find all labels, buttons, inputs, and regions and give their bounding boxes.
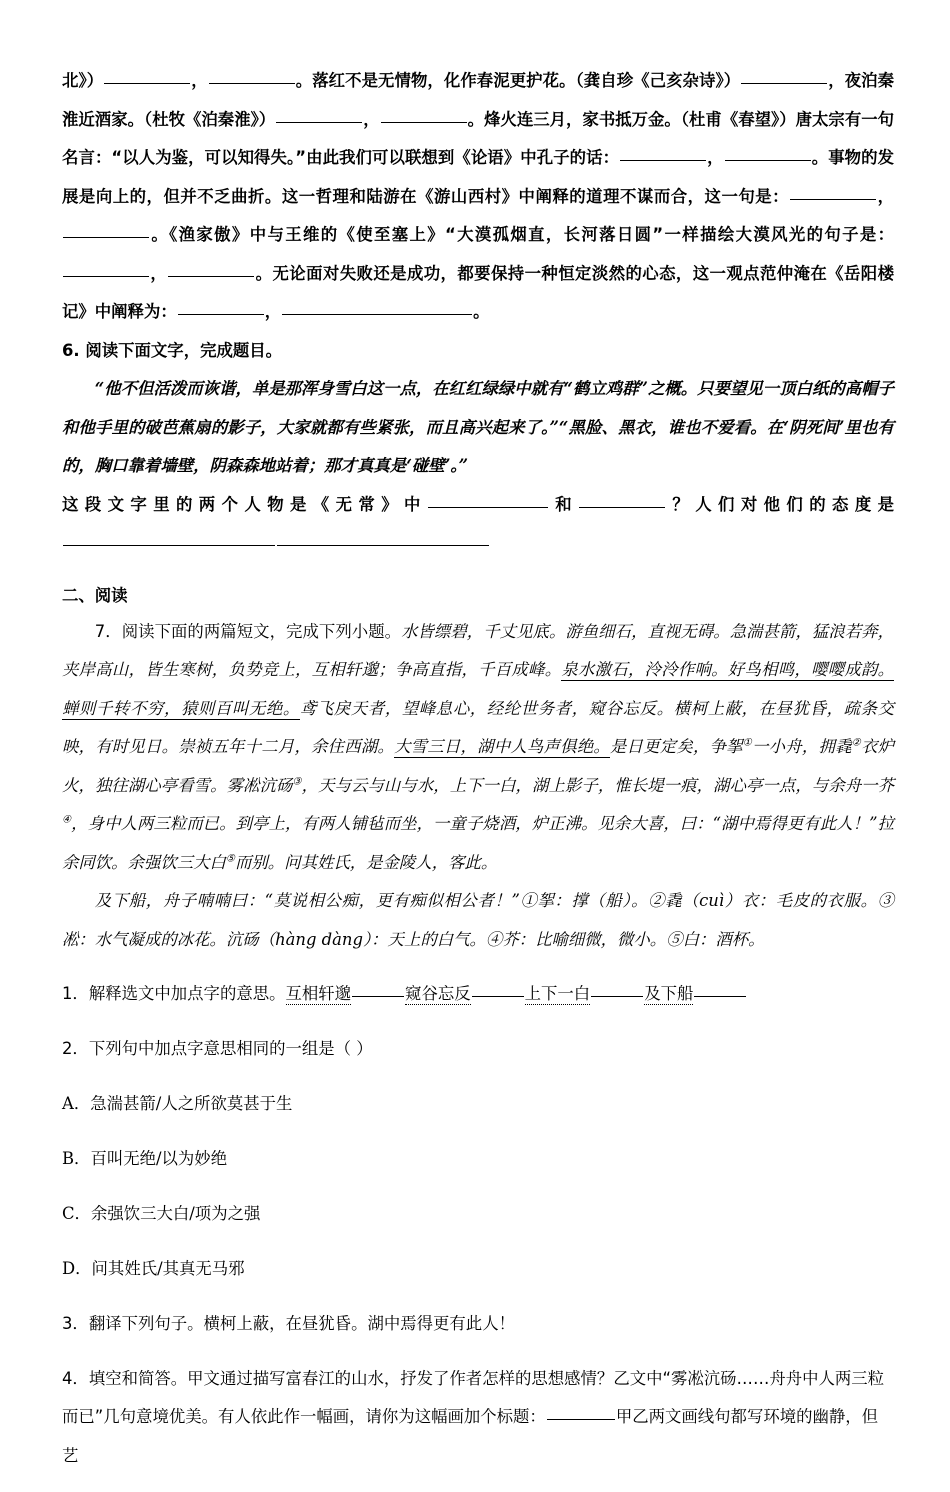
- answer-blank[interactable]: [104, 67, 190, 84]
- answer-blank[interactable]: [63, 260, 149, 277]
- jia-text-part1: 水皆缥碧，千丈见底。游鱼细石，直视无碍。急湍甚箭，猛浪若奔，夹岸高山，皆生寒树，负势竞上，互相轩邈；争高直指，千百成峰。: [62, 621, 894, 679]
- comma-5: ，: [150, 263, 168, 283]
- page-content: [62, 62, 894, 1492]
- poetry-frag-3: ，夜泊秦淮近酒家。（杜牧《泊秦淮》）: [62, 71, 894, 129]
- jia-underlined-sentence: 泉水激石，泠泠作响。好鸟相鸣，嘤嘤成韵。蝉则千转不穷，猿则百叫无绝。: [62, 660, 895, 718]
- sub1-item-2: 窥谷忘反: [405, 984, 471, 1004]
- subquestion-1-text: 解释选文中加点字的意思。: [88, 984, 286, 1004]
- answer-blank[interactable]: [168, 260, 254, 277]
- question-6-stem-text: 阅读下面文字，完成题目。: [85, 340, 283, 360]
- subquestion-2-number: 2．: [62, 1039, 89, 1059]
- subquestion-1: [62, 975, 894, 1014]
- comma-4: ，: [877, 186, 895, 206]
- footnote-marker-3: ③: [292, 776, 302, 788]
- option-d-label: D．: [62, 1258, 92, 1278]
- subquestion-4: [62, 1360, 894, 1476]
- answer-blank[interactable]: [694, 981, 746, 998]
- poetry-frag-5: 。事物的发展是向上的，但并不乏曲折。这一哲理和陆游在《游山西村》中阐释的道理不谋而合，这一句是：: [62, 148, 895, 206]
- yi-text-part1: 崇祯五年十二月，余住西湖。: [178, 737, 395, 756]
- answer-blank[interactable]: [725, 144, 811, 161]
- subquestion-4-number: 4．: [62, 1368, 89, 1388]
- subquestion-4-text-b: 甲乙两文画线句都写环境的幽静，但艺: [62, 1407, 879, 1465]
- option-c-label: C．: [62, 1203, 91, 1223]
- answer-blank[interactable]: [276, 106, 362, 123]
- question-6-number: 6.: [62, 340, 80, 360]
- answer-blank[interactable]: [282, 298, 472, 315]
- yi-text-2a: 是日更定矣，争挐: [609, 737, 743, 756]
- subquestion-1-number: 1．: [62, 984, 89, 1004]
- question-6-stem: [62, 332, 894, 371]
- question-7-body: [62, 613, 894, 883]
- option-a[interactable]: [62, 1085, 894, 1124]
- option-d-text: 问其姓氏/其真无马邪: [91, 1258, 245, 1278]
- question-6-prompt: [62, 486, 894, 563]
- answer-blank[interactable]: [790, 183, 876, 200]
- footnote-marker-1: ①: [742, 737, 753, 749]
- yi-underlined-sentence: 大雪三日，湖中人鸟声俱绝。: [394, 737, 610, 756]
- poetry-frag-7: 。无论面对失败还是成功，都要保持一种恒定淡然的心态，这一观点范仲淹在《岳阳楼记》中阐释为：: [62, 263, 895, 321]
- yi-text-2b: 一小舟，拥毳: [752, 737, 852, 756]
- option-c-text: 余强饮三大白/项为之强: [90, 1203, 261, 1223]
- answer-blank[interactable]: [579, 491, 665, 508]
- comma-1: ，: [191, 71, 208, 90]
- comma-2: ，: [363, 109, 380, 129]
- answer-blank[interactable]: [547, 1404, 615, 1421]
- option-c[interactable]: [62, 1195, 894, 1234]
- question-6-passage: “他不但活泼而诙谐，单是那浑身雪白这一点，在红红绿绿中就有“鹤立鸡群”之概。只要望见一顶白纸的高帽子和他手里的破芭蕉扇的影子，大家就都有些紧张，而且高兴起来了。”“黑脸、黑衣，谁也不爱看。在‘阴死间’里也有的，胸口靠着墙壁，阴森森地站着；那才真真是‘碰壁’。”: [62, 379, 894, 475]
- option-b[interactable]: [62, 1140, 894, 1179]
- yi-text-2f: 而别。问其姓氏，是金陵人，客此。: [235, 852, 498, 872]
- footnote-marker-4: ④: [62, 814, 72, 826]
- option-b-text: 百叫无绝/以为妙绝: [90, 1149, 228, 1169]
- subquestion-2-text: 下列句中加点字意思相同的一组是（ ）: [88, 1039, 373, 1059]
- yi-text-2d: ，天与云与山与水，上下一白，湖上影子，惟长堤一痕，湖心亭一点，与余舟一芥: [301, 775, 895, 795]
- q6-prompt-c: ？人们对他们的态度是: [666, 494, 895, 514]
- subquestion-3-number: 3．: [62, 1313, 89, 1333]
- poetry-frag-2: 。落红不是无情物，化作春泥更护花。（龚自珍《己亥杂诗》）: [295, 71, 741, 90]
- question-7-footnotes: 及下船，舟子喃喃曰：“莫说相公痴，更有痴似相公者！”①挐：撑（船）。②毳（cuì）衣：毛皮的衣服。③凇：水气凝成的冰花。沆砀（hàng dàng）：天上的白气。④芥：比喻细微，微小。⑤白：酒杯。: [62, 891, 894, 949]
- yi-text-2c: 衣炉火，独往湖心亭看雪。雾凇沆砀: [62, 737, 895, 795]
- q6-prompt-b: 和: [548, 494, 579, 514]
- answer-blank[interactable]: [428, 491, 548, 508]
- question-7-number: 7．: [94, 621, 122, 641]
- footnote-marker-5: ⑤: [225, 853, 236, 865]
- comma-3: ，: [707, 148, 724, 167]
- answer-blank[interactable]: [63, 529, 275, 546]
- footnote-marker-2: ②: [851, 737, 862, 749]
- answer-blank[interactable]: [209, 67, 295, 84]
- poetry-frag-4: 。烽火连三月，家书抵万金。（杜甫《春望》）唐太宗有一句名言：“以人为鉴，可以知得失。”由此我们可以联想到《论语》中孔子的话：: [62, 109, 895, 167]
- q6-prompt-a: 这段文字里的两个人物是《无常》中: [62, 494, 427, 514]
- answer-blank[interactable]: [472, 981, 524, 998]
- answer-blank[interactable]: [352, 981, 404, 998]
- poetry-frag-6: 。《渔家傲》中与王维的《使至塞上》“大漠孤烟直，长河落日圆”一样描绘大漠风光的句子是：: [150, 225, 894, 244]
- section-heading-reading: 二、阅读: [62, 585, 128, 605]
- spacer: [62, 563, 894, 573]
- option-a-label: A．: [62, 1094, 91, 1114]
- sub1-item-1: 互相轩邈: [285, 984, 352, 1004]
- option-b-label: B．: [62, 1149, 91, 1169]
- question-7-stem: 阅读下面的两篇短文，完成下列小题。: [121, 621, 402, 641]
- answer-blank[interactable]: [620, 144, 706, 161]
- jia-text-part2: 鸢飞戾天者，望峰息心，经纶世务者，窥谷忘反。横柯上蔽，在昼犹昏，疏条交映，有时见日。: [62, 698, 895, 756]
- sub1-item-4: 及下船: [644, 984, 694, 1004]
- subquestion-3-text: 翻译下列句子。横柯上蔽，在昼犹昏。湖中焉得更有此人！: [88, 1313, 515, 1333]
- answer-blank[interactable]: [741, 67, 827, 84]
- poetry-frag-1: 北》）: [62, 71, 104, 90]
- answer-blank[interactable]: [277, 529, 489, 546]
- poetry-frag-8: 。: [473, 302, 490, 321]
- poetry-recitation-paragraph: [62, 62, 894, 332]
- subquestion-4-text-a: 填空和简答。甲文通过描写富春江的山水，抒发了作者怎样的思想感情？乙文中“雾凇沆砀……舟舟中人两三粒而已”几句意境优美。有人依此作一幅画，请你为这幅画加个标题：: [62, 1368, 885, 1427]
- answer-blank[interactable]: [591, 981, 643, 998]
- subquestion-3: [62, 1305, 894, 1344]
- option-a-text: 急湍甚箭/人之所欲莫甚于生: [90, 1094, 293, 1114]
- answer-blank[interactable]: [63, 221, 149, 238]
- subquestion-2: [62, 1030, 894, 1069]
- option-d[interactable]: [62, 1250, 894, 1289]
- yi-text-2e: ，身中人两三粒而已。到亭上，有两人铺毡而坐，一童子烧酒，炉正沸。见余大喜，曰：“湖中焉得更有此人！”拉余同饮。余强饮三大白: [62, 814, 894, 872]
- answer-blank[interactable]: [381, 106, 467, 123]
- comma-6: ，: [264, 302, 282, 321]
- answer-blank[interactable]: [178, 298, 264, 315]
- sub1-item-3: 上下一白: [524, 984, 591, 1004]
